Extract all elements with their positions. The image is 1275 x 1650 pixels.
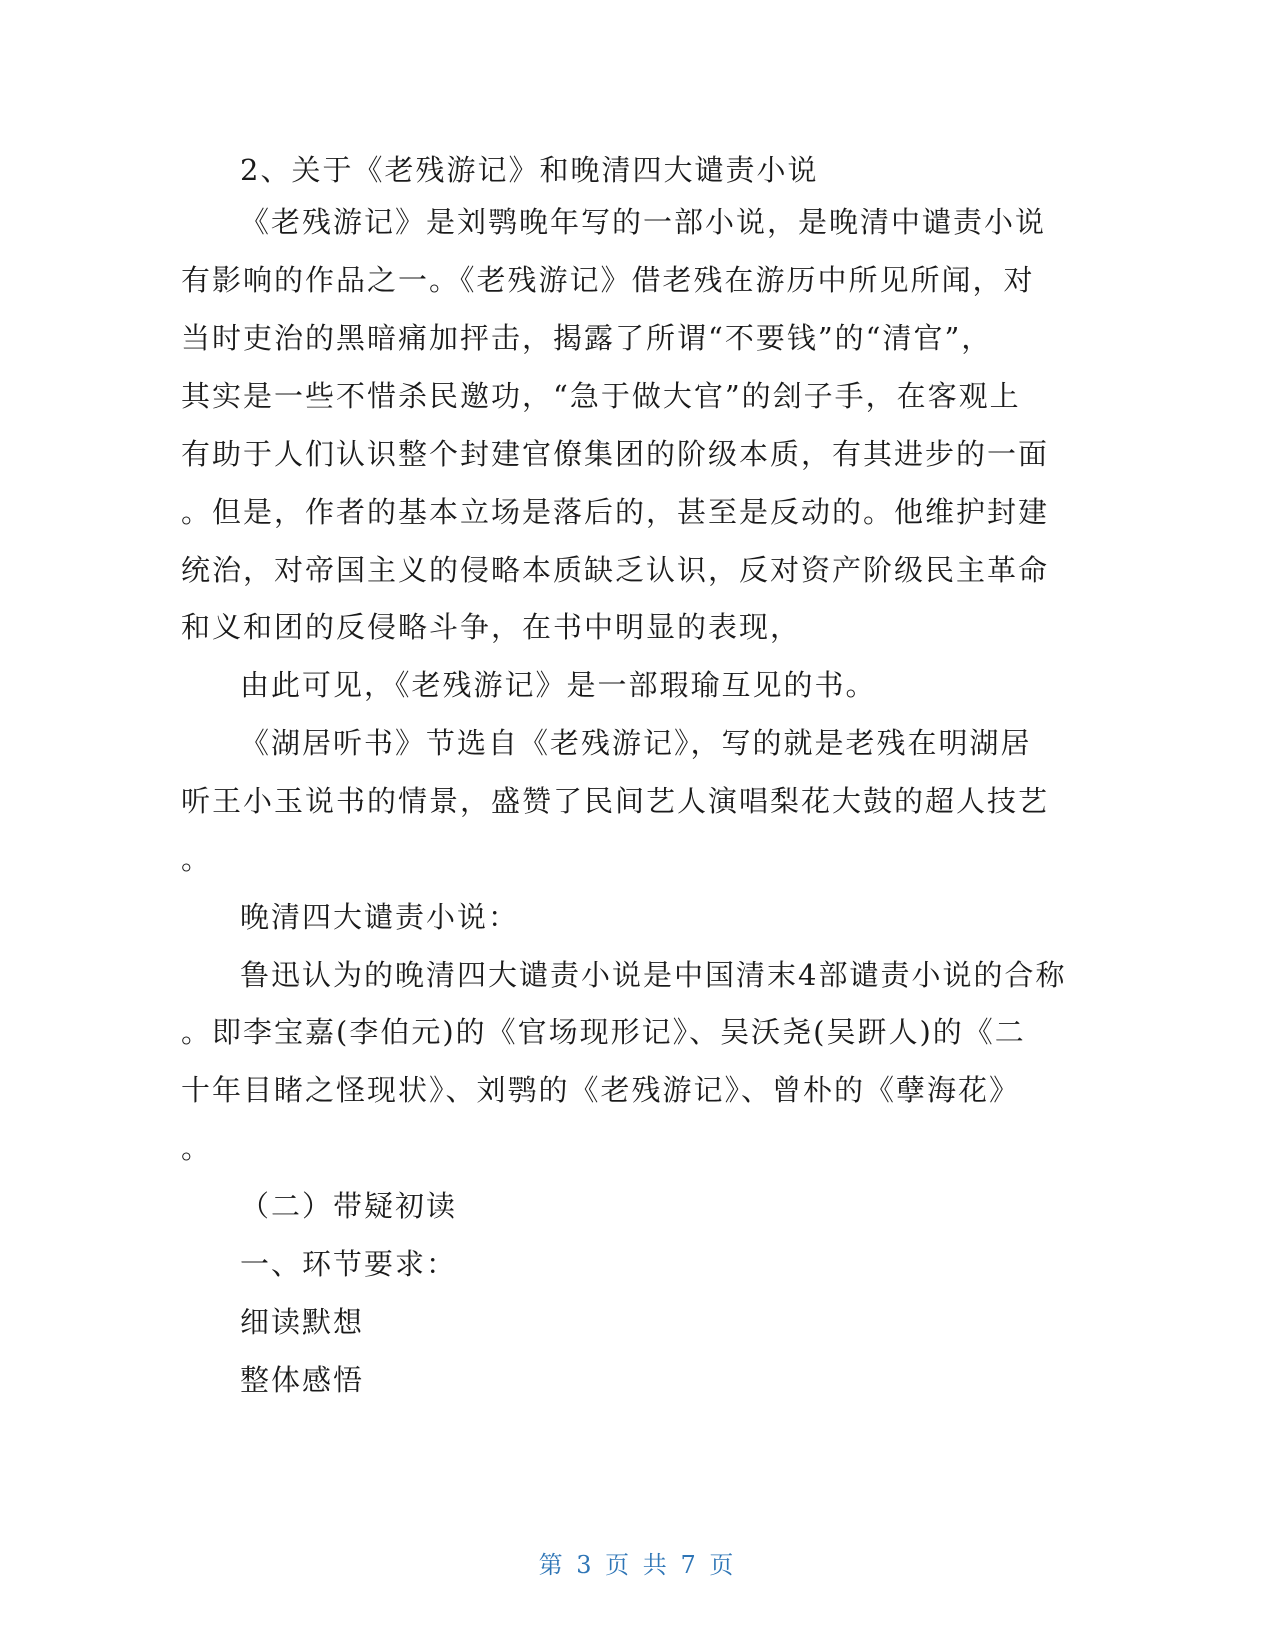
paragraph-line: 统治，对帝国主义的侵略本质缺乏认识，反对资产阶级民主革命 — [181, 553, 1050, 587]
list-item: 细读默想 — [240, 1305, 365, 1339]
paragraph-line: 听王小玉说书的情景，盛赞了民间艺人演唱梨花大鼓的超人技艺 — [181, 784, 1050, 818]
paragraph-line: 鲁迅认为的晚清四大谴责小说是中国清末4部谴责小说的合称 — [240, 958, 1067, 992]
paragraph-line: 有影响的作品之一。《老残游记》借老残在游历中所见所闻，对 — [181, 263, 1035, 297]
paragraph-line: 。但是，作者的基本立场是落后的，甚至是反动的。他维护封建 — [181, 495, 1050, 529]
paragraph-line: 其实是一些不惜杀民邀功，“急于做大官”的刽子手，在客观上 — [181, 379, 1021, 413]
paragraph-line: 。即李宝嘉(李伯元)的《官场现形记》、吴沃尧(吴趼人)的《二 — [181, 1015, 1026, 1049]
paragraph-line: 当时吏治的黑暗痛加抨击，揭露了所谓“不要钱”的“清官”， — [181, 321, 993, 355]
paragraph-line: 。 — [181, 842, 213, 876]
section-heading: 2、关于《老残游记》和晚清四大谴责小说 — [240, 153, 819, 187]
paragraph-line: 《老残游记》是刘鹗晚年写的一部小说，是晚清中谴责小说 — [240, 205, 1047, 239]
subheading: （二）带疑初读 — [240, 1189, 458, 1223]
list-item: 整体感悟 — [240, 1363, 365, 1397]
paragraph-line: 由此可见，《老残游记》是一部瑕瑜互见的书。 — [240, 668, 877, 702]
page-number-footer: 第 3 页 共 7 页 — [538, 1551, 737, 1579]
subheading: 晚清四大谴责小说： — [240, 900, 520, 934]
paragraph-line: 十年目睹之怪现状》、刘鹗的《老残游记》、曾朴的《孽海花》 — [181, 1073, 1021, 1107]
paragraph-line: 有助于人们认识整个封建官僚集团的阶级本质，有其进步的一面 — [181, 437, 1050, 471]
paragraph-line: 《湖居听书》节选自《老残游记》，写的就是老残在明湖居 — [240, 726, 1032, 760]
subheading: 一、环节要求： — [240, 1247, 458, 1281]
paragraph-line: 。 — [181, 1131, 213, 1165]
paragraph-line: 和义和团的反侵略斗争，在书中明显的表现， — [181, 610, 802, 644]
